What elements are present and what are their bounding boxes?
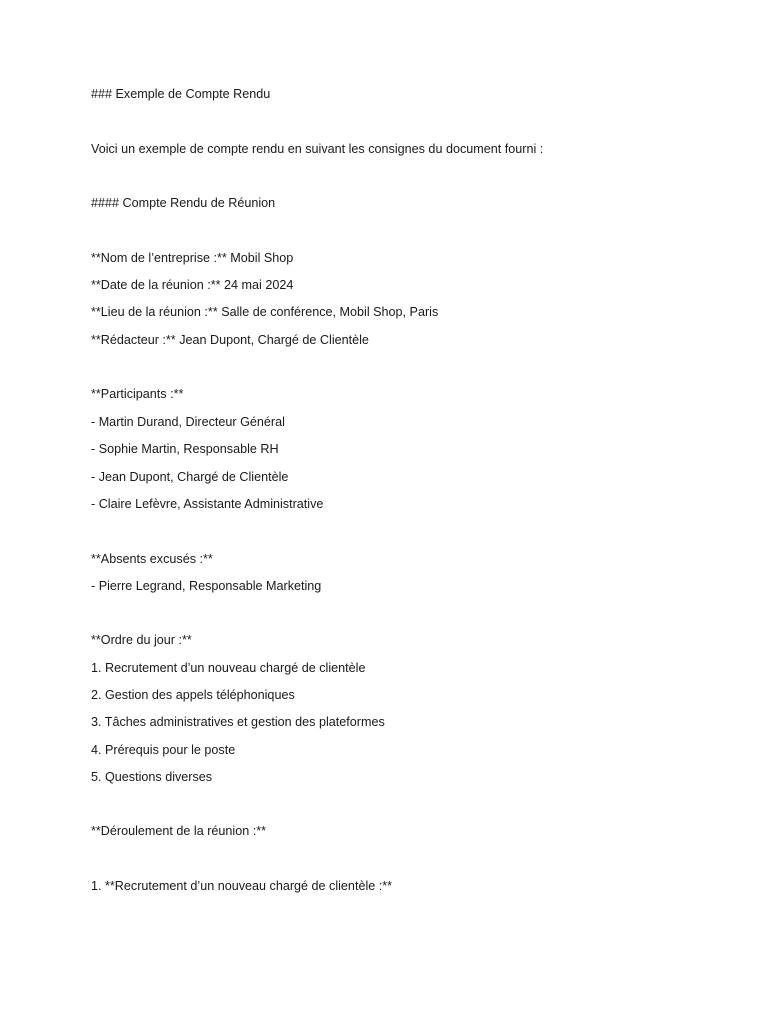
agenda-item: 5. Questions diverses — [91, 770, 213, 784]
meta-date: **Date de la réunion :** 24 mai 2024 — [91, 278, 294, 292]
agenda-item: 3. Tâches administratives et gestion des plateformes — [91, 715, 385, 729]
agenda-item: 1. Recrutement d’un nouveau chargé de clientèle — [91, 661, 366, 675]
absents-title: **Absents excusés :** — [91, 552, 213, 566]
participant-item: - Jean Dupont, Chargé de Clientèle — [91, 470, 289, 484]
meta-author: **Rédacteur :** Jean Dupont, Chargé de Clientèle — [91, 333, 369, 347]
absent-item: - Pierre Legrand, Responsable Marketing — [91, 579, 322, 593]
section-subheading: #### Compte Rendu de Réunion — [91, 196, 276, 210]
meta-location: **Lieu de la réunion :** Salle de conférence, Mobil Shop, Paris — [91, 305, 439, 319]
agenda-item: 2. Gestion des appels téléphoniques — [91, 688, 295, 702]
participant-item: - Claire Lefèvre, Assistante Administrative — [91, 497, 324, 511]
intro-paragraph: Voici un exemple de compte rendu en suivant les consignes du document fourni : — [91, 142, 544, 156]
participant-item: - Martin Durand, Directeur Général — [91, 415, 285, 429]
participant-item: - Sophie Martin, Responsable RH — [91, 442, 279, 456]
participants-title: **Participants :** — [91, 387, 184, 401]
proceedings-item: 1. **Recrutement d’un nouveau chargé de clientèle :** — [91, 879, 393, 893]
meta-company: **Nom de l’entreprise :** Mobil Shop — [91, 251, 294, 265]
agenda-title: **Ordre du jour :** — [91, 633, 192, 647]
proceedings-title: **Déroulement de la réunion :** — [91, 824, 267, 838]
agenda-item: 4. Prérequis pour le poste — [91, 743, 236, 757]
document-heading: ### Exemple de Compte Rendu — [91, 87, 271, 101]
